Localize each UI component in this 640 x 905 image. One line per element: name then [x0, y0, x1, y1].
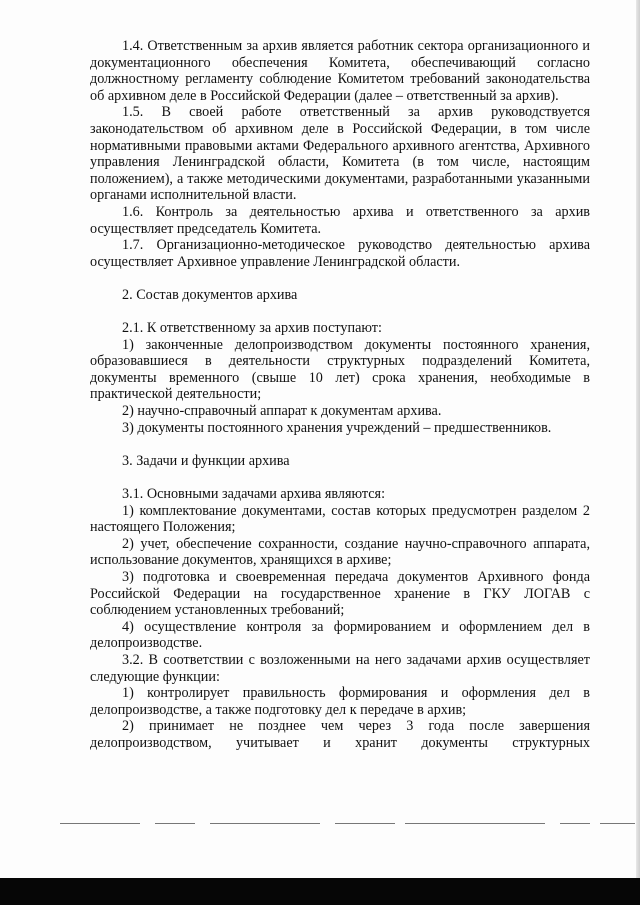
- page-edge-shadow: [636, 0, 640, 905]
- paragraph-3-2-item-2: 2) принимает не позднее чем через 3 года после завершения делопроизводством, учитывает и хранит документы структурных: [90, 718, 590, 751]
- spacer: [90, 304, 590, 321]
- spacer: [90, 436, 590, 453]
- spacer: [90, 469, 590, 486]
- paragraph-3-2-item-1: 1) контролирует правильность формирования и оформления дел в делопроизводстве, а также подготовку дел к передаче в архив;: [90, 685, 590, 718]
- paragraph-3-1-item-3: 3) подготовка и своевременная передача документов Архивного фонда Российской Федерации на государственное хранение в ГКУ ЛОГАВ с соблюдением установленных требований;: [90, 569, 590, 619]
- paragraph-2-1: 2.1. К ответственному за архив поступают:: [122, 320, 382, 337]
- scan-bottom-border: [0, 878, 640, 905]
- paragraph-1-6: 1.6. Контроль за деятельностью архива и ответственного за архив осуществляет председатель Комитета.: [90, 203, 590, 237]
- section-2-heading: 2. Состав документов архива: [122, 286, 298, 303]
- paragraph-3-2: 3.2. В соответствии с возложенными на него задачами архив осуществляет следующие функции:: [90, 651, 590, 685]
- paragraph-3-1-item-1: 1) комплектование документами, состав которых предусмотрен разделом 2 настоящего Положения;: [90, 502, 590, 536]
- document-body: [90, 38, 590, 752]
- spacer: [90, 270, 590, 287]
- scan-artifact-line: [60, 823, 635, 825]
- paragraph-1-4: 1.4. Ответственным за архив является работник сектора организационного и документационного обеспечения Комитета, обеспечивающий согласно должностному регламенту соблюдение Комитетом требований законодательства об архивном деле в Российской Федерации (далее – ответственный за архив).: [90, 38, 590, 104]
- paragraph-2-1-item-1: 1) законченные делопроизводством документы постоянного хранения, образовавшиеся в деятельности структурных подразделений Комитета, документы временного (свыше 10 лет) срока хранения, необходимые в практической деятельности;: [90, 336, 590, 403]
- paragraph-2-1-item-3: 3) документы постоянного хранения учреждений – предшественников.: [122, 419, 552, 436]
- section-3-heading: 3. Задачи и функции архива: [122, 452, 290, 469]
- paragraph-3-1: 3.1. Основными задачами архива являются:: [122, 486, 386, 503]
- paragraph-1-5: 1.5. В своей работе ответственный за архив руководствуется законодательством об архивном деле в Российской Федерации, в том числе нормативными правовыми актами Федерального архивного агентства, Архивного управления Ленинградской области, Комитета (в том числе, настоящим положением), а также методическими документами, разработанными указанными органами исполнительной власти.: [90, 104, 590, 204]
- paragraph-3-1-item-4: 4) осуществление контроля за формированием и оформлением дел в делопроизводстве.: [90, 618, 590, 652]
- paragraph-2-1-item-2: 2) научно-справочный аппарат к документам архива.: [122, 403, 442, 420]
- paragraph-1-7: 1.7. Организационно-методическое руководство деятельностью архива осуществляет Архивное управление Ленинградской области.: [90, 237, 590, 270]
- paragraph-3-1-item-2: 2) учет, обеспечение сохранности, создание научно-справочного аппарата, использование документов, хранящихся в архиве;: [90, 535, 590, 569]
